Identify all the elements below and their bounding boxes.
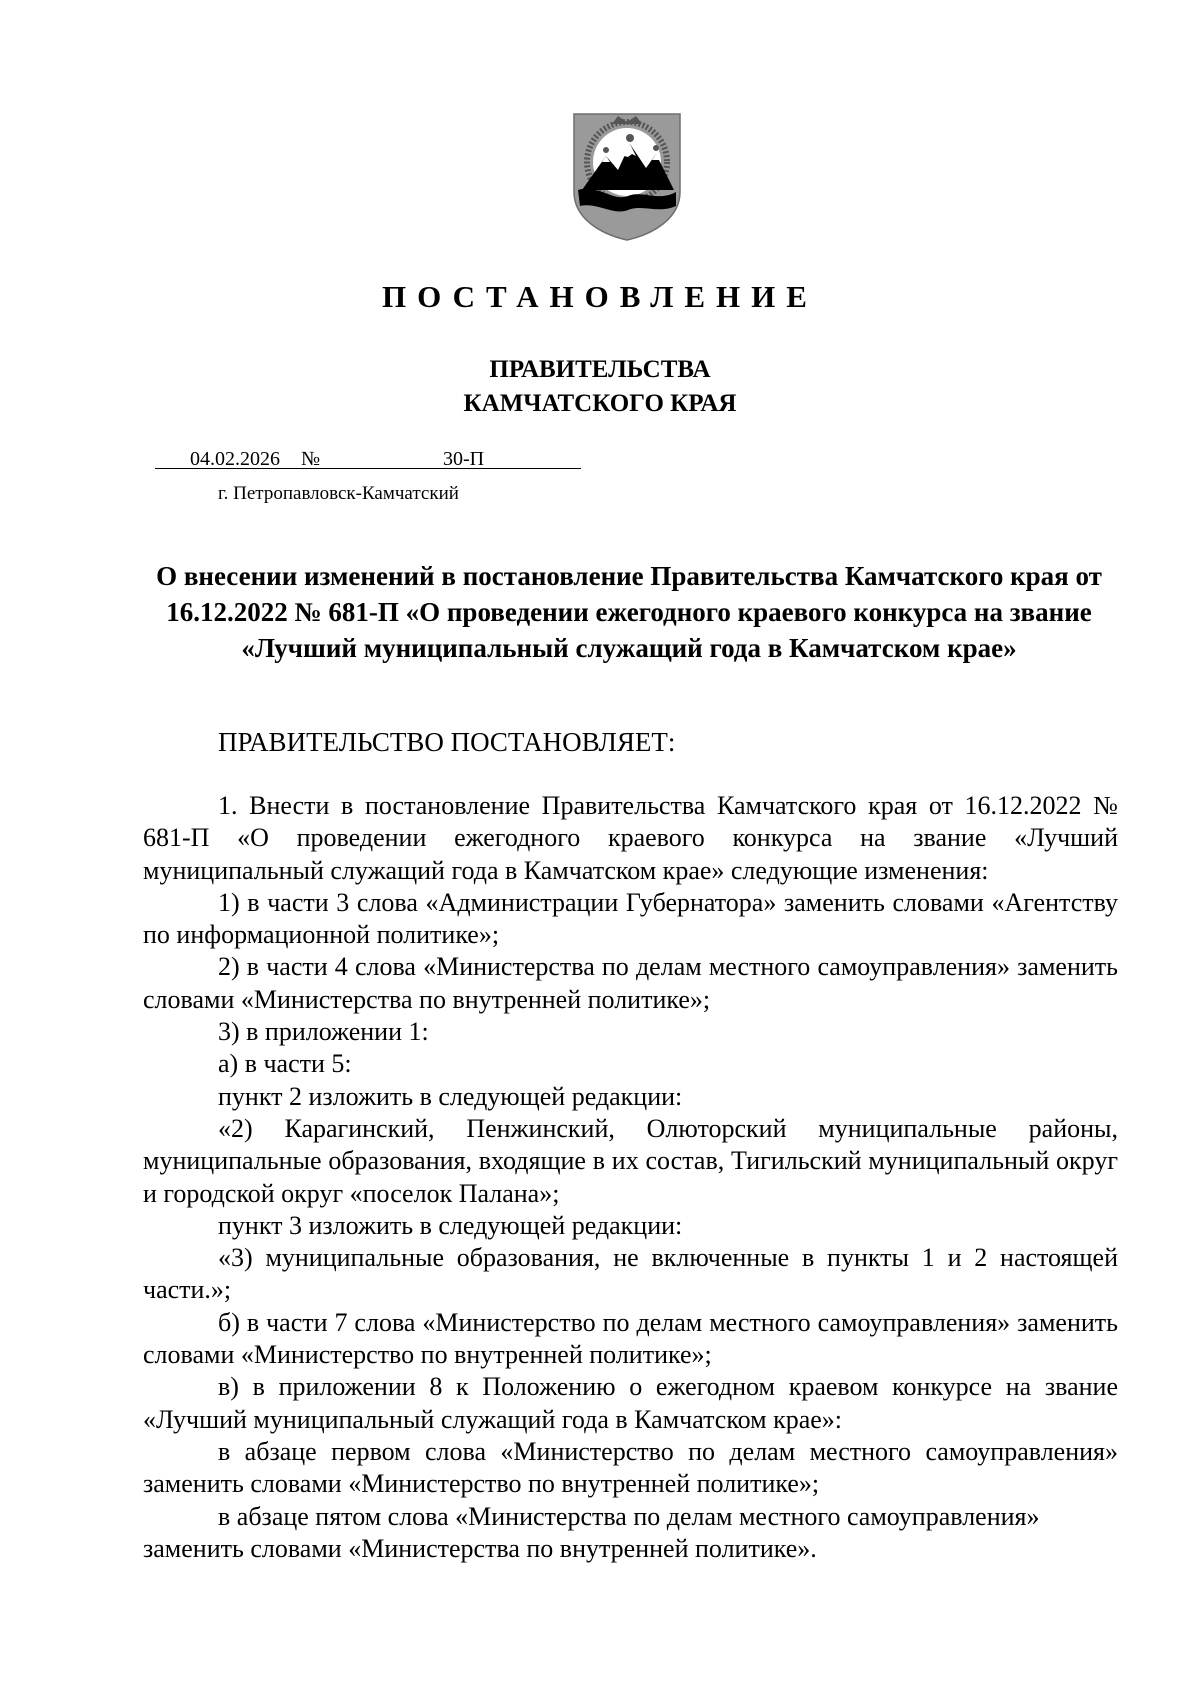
document-number: 30-П	[443, 448, 485, 470]
paragraph: б) в части 7 слова «Министерство по делам местного самоуправления» заменить словами «Министерство по внутренней политике»;	[143, 1307, 1118, 1370]
document-type-heading: ПОСТАНОВЛЕНИЕ	[382, 279, 818, 314]
issuer-line-1: ПРАВИТЕЛЬСТВА	[489, 356, 711, 383]
paragraph: 1. Внести в постановление Правительства Камчатского края от 16.12.2022 № 681-П «О проведении ежегодного краевого конкурса на звание «Лучший муниципальный служащий года в Камчатском крае» следующие изменения:	[143, 791, 1118, 885]
paragraph: в) в приложении 8 к Положению о ежегодном краевом конкурсе на звание «Лучший муниципальный служащий года в Камчатском крае»:	[143, 1372, 1118, 1434]
issuer-block	[0, 353, 1200, 421]
paragraph: в абзаце пятом слова «Министерства по делам местного самоуправления» заменить словами «Министерства по внутренней политике».	[143, 1501, 1040, 1563]
paragraph: «2) Карагинский, Пенжинский, Олюторский муниципальные районы, муниципальные образования, входящие в их состав, Тигильский муниципальный округ и городской округ «поселок Палана»;	[143, 1113, 1118, 1208]
paragraph: пункт 2 изложить в следующей редакции:	[218, 1081, 683, 1111]
paragraph: 2) в части 4 слова «Министерства по делам местного самоуправления» заменить словами «Министерства по внутренней политике»;	[143, 952, 1118, 1014]
document-body	[143, 790, 1118, 1565]
document-place: г. Петропавловск-Камчатский	[218, 483, 459, 504]
date-number-line	[155, 446, 581, 474]
document-date: 04.02.2026	[190, 448, 280, 470]
paragraph: «3) муниципальные образования, не включенные в пункты 1 и 2 настоящей части.»;	[143, 1243, 1118, 1305]
paragraph: 3) в приложении 1:	[218, 1017, 429, 1047]
decree-statement: ПРАВИТЕЛЬСТВО ПОСТАНОВЛЯЕТ:	[218, 727, 676, 757]
paragraph: а) в части 5:	[218, 1049, 352, 1079]
issuer-line-2: КАМЧАТСКОГО КРАЯ	[463, 390, 737, 417]
kamchatka-coat-of-arms-icon	[568, 110, 686, 242]
paragraph: в абзаце первом слова «Министерство по делам местного самоуправления» заменить словами «Министерство по внутренней политике»;	[143, 1436, 1118, 1499]
paragraph: пункт 3 изложить в следующей редакции:	[218, 1210, 683, 1240]
number-sign: №	[301, 448, 321, 470]
paragraph: 1) в части 3 слова «Администрации Губернатора» заменить словами «Агентству по информационной политике»;	[143, 887, 1118, 950]
document-title: О внесении изменений в постановление Правительства Камчатского края от 16.12.2022 № 681-П «О проведении ежегодного краевого конкурса на звание «Лучший муниципальный служащий года в Камчатском крае»	[156, 561, 1102, 663]
